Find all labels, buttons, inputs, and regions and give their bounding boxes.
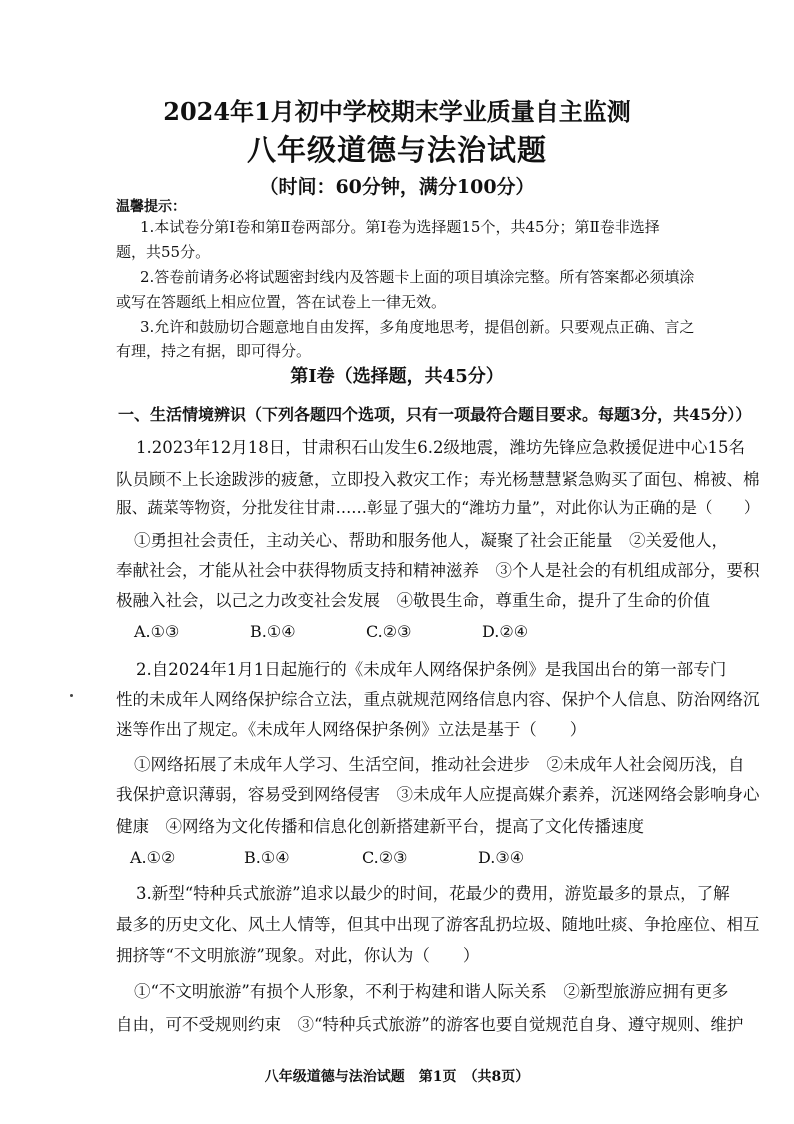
question-1-option-b: B.①④ bbox=[250, 622, 296, 641]
question-1-option-a: A.①③ bbox=[134, 622, 180, 641]
question-1-option-d: D.②④ bbox=[482, 622, 529, 641]
question-2-line: ①网络拓展了未成年人学习、生活空间，推动社会进步 ②未成年人社会阅历浅，自 bbox=[134, 755, 745, 774]
question-2-option-b: B.①④ bbox=[244, 848, 290, 867]
tips-line: 3.允许和鼓励切合题意地自由发挥，多角度地思考，提倡创新。只要观点正确、言之 bbox=[140, 318, 695, 336]
question-2-option-a: A.①② bbox=[130, 848, 176, 867]
question-2-option-c: C.②③ bbox=[362, 848, 408, 867]
question-1-option-c: C.②③ bbox=[366, 622, 412, 641]
question-1-line: ①勇担社会责任，主动关心、帮助和服务他人，凝聚了社会正能量 ②关爱他人， bbox=[134, 531, 728, 550]
question-3-line: ①“不文明旅游”有损个人形象，不利于构建和谐人际关系 ②新型旅游应拥有更多 bbox=[134, 982, 729, 1001]
question-1-line: 服、蔬菜等物资，分批发往甘肃……彰显了强大的“潍坊力量”，对此你认为正确的是（ ） bbox=[116, 498, 760, 517]
tips-line: 或写在答题纸上相应位置，答在试卷上一律无效。 bbox=[116, 293, 447, 311]
question-1-line: 极融入社会，以己之力改变社会发展 ④敬畏生命，尊重生命，提升了生命的价值 bbox=[116, 591, 710, 610]
question-2-line: 迷等作出了规定。《未成年人网络保护条例》立法是基于（ ） bbox=[116, 720, 587, 739]
tips-heading: 温馨提示： bbox=[116, 199, 186, 215]
question-2-line: 2.自2024年1月1日起施行的《未成年人网络保护条例》是我国出台的第一部专门 bbox=[136, 660, 727, 679]
tips-line: 2.答卷前请务必将试题密封线内及答题卡上面的项目填涂完整。所有答案都必须填涂 bbox=[140, 268, 695, 286]
section-title: 第Ⅰ卷（选择题，共45分） bbox=[290, 366, 504, 387]
question-1-line: 奉献社会，才能从社会中获得物质支持和精神滋养 ③个人是社会的有机组成部分，要积 bbox=[116, 561, 760, 580]
question-2-option-d: D.③④ bbox=[478, 848, 525, 867]
exam-subject-title: 八年级道德与法治试题 bbox=[246, 133, 547, 167]
page-footer: 八年级道德与法治试题 第1页 （共8页） bbox=[264, 1069, 530, 1085]
question-1-line: 队员顾不上长途跋涉的疲惫，立即投入救灾工作；寿光杨慧慧紧急购买了面包、棉被、棉 bbox=[116, 470, 760, 489]
question-2-line: 性的未成年人网络保护综合立法，重点就规范网络信息内容、保护个人信息、防治网络沉 bbox=[116, 690, 760, 709]
question-3-line: 自由，可不受规则约束 ③“特种兵式旅游”的游客也要自觉规范自身、遵守规则、维护 bbox=[116, 1015, 744, 1034]
tips-line: 1.本试卷分第Ⅰ卷和第Ⅱ卷两部分。第Ⅰ卷为选择题15个，共45分；第Ⅱ卷非选择 bbox=[140, 218, 660, 236]
part-title: 一、生活情境辨识（下列各题四个选项，只有一项最符合题目要求。每题3分，共45分）） bbox=[118, 405, 752, 424]
question-3-line: 拥挤等“不文明旅游”现象。对此，你认为（ ） bbox=[116, 946, 480, 965]
question-2-line: 我保护意识薄弱，容易受到网络侵害 ③未成年人应提高媒介素养，沉迷网络会影响身心 bbox=[116, 785, 760, 804]
exam-time-score: （时间：60分钟，满分100分） bbox=[259, 176, 535, 198]
question-2-line: 健康 ④网络为文化传播和信息化创新搭建新平台，提高了文化传播速度 bbox=[116, 817, 644, 836]
question-3-line: 最多的历史文化、风土人情等，但其中出现了游客乱扔垃圾、随地吐痰、争抢座位、相互 bbox=[116, 915, 760, 934]
question-1-line: 1.2023年12月18日，甘肃积石山发生6.2级地震，潍坊先锋应急救援促进中心15名 bbox=[136, 438, 745, 457]
tips-line: 题，共55分。 bbox=[116, 243, 211, 261]
tips-line: 有理，持之有据，即可得分。 bbox=[116, 342, 312, 360]
question-3-line: 3.新型“特种兵式旅游”追求以最少的时间，花最少的费用，游览最多的景点，了解 bbox=[136, 884, 730, 903]
exam-title-line: 2024年1月初中学校期末学业质量自主监测 bbox=[163, 97, 631, 126]
scan-speck bbox=[70, 694, 73, 697]
